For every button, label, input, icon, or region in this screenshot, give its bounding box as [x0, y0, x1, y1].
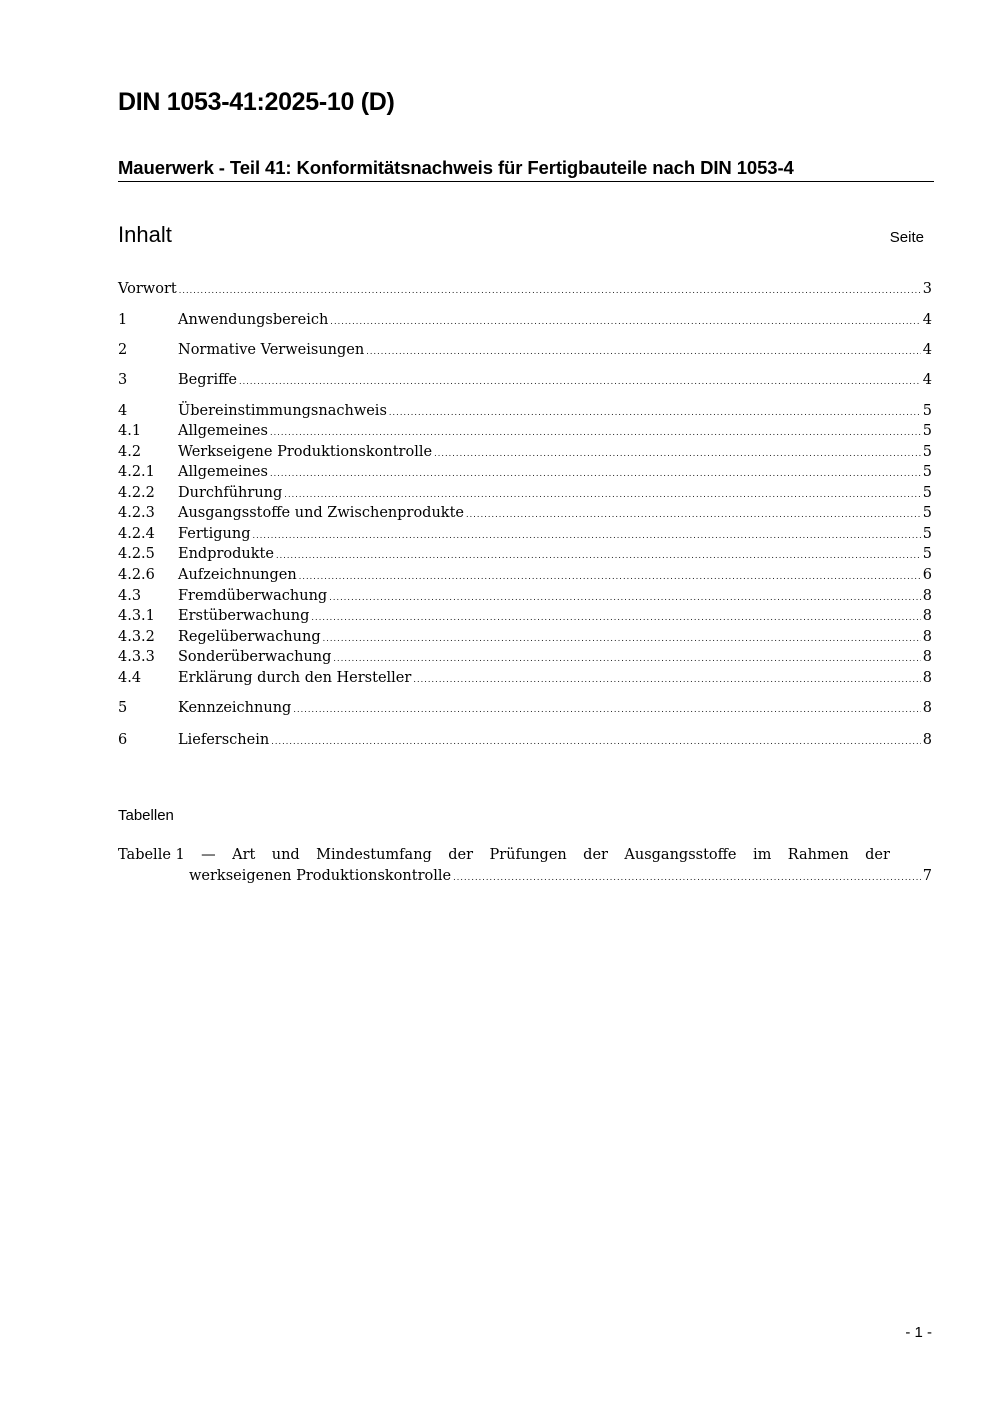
toc-entry-label: Werkseigene Produktionskontrolle — [178, 444, 433, 460]
toc-entry[interactable] — [118, 586, 932, 606]
toc-entry-label: Übereinstimmungsnachweis — [178, 403, 387, 419]
toc-entry-page: 8 — [922, 629, 932, 645]
toc-entry[interactable] — [118, 370, 932, 390]
toc-entry-label: Lieferschein — [178, 732, 270, 748]
toc-entry-page: 8 — [922, 649, 932, 665]
toc-entry[interactable] — [118, 565, 932, 585]
toc-entry-page: 3 — [922, 281, 932, 297]
leader-dots — [311, 608, 920, 628]
toc-entry[interactable] — [118, 310, 932, 330]
toc-entry[interactable] — [118, 442, 932, 462]
toc-entry-number: 4.4 — [118, 670, 142, 686]
table-list-entry[interactable] — [118, 845, 932, 888]
toc-entry-page: 8 — [922, 732, 932, 748]
table-entry-page: 7 — [922, 868, 932, 884]
toc-entry-label: Regelüberwachung — [178, 629, 321, 645]
leader-dots — [271, 732, 921, 752]
table-entry-word: und — [271, 847, 300, 863]
toc-entry[interactable] — [118, 483, 932, 503]
toc-entry-number: 6 — [118, 732, 128, 748]
footer-page-number: - 1 - — [905, 1324, 932, 1341]
toc-entry-number: 4.2.1 — [118, 464, 155, 480]
toc-entry-label: Anwendungsbereich — [178, 312, 329, 328]
toc-entry[interactable] — [118, 627, 932, 647]
toc-entry-page: 8 — [922, 588, 932, 604]
leader-dots — [389, 403, 921, 423]
toc-entry-number: 4.3.1 — [118, 608, 155, 624]
toc-entry-page: 5 — [922, 505, 932, 521]
leader-dots — [284, 485, 920, 505]
toc-entry[interactable] — [118, 524, 932, 544]
toc-entry[interactable] — [118, 279, 932, 299]
toc-entry-label: Aufzeichnungen — [178, 567, 297, 583]
toc-entry[interactable] — [118, 462, 932, 482]
table-entry-caption-line — [118, 845, 890, 866]
leader-dots — [270, 423, 921, 443]
leader-dots — [239, 372, 921, 392]
toc-entry-label: Allgemeines — [178, 464, 268, 480]
table-entry-word: Art — [232, 847, 256, 863]
leader-dots — [434, 444, 921, 464]
leader-dots — [330, 312, 920, 332]
leader-dots — [179, 281, 921, 301]
leader-dots — [466, 505, 921, 525]
toc-entry-label: Ausgangsstoffe und Zwischenprodukte — [178, 505, 464, 521]
table-entry-word: Tabelle 1 — [118, 847, 185, 863]
toc-entry-label: Allgemeines — [178, 423, 268, 439]
toc-entry-number: 4.2 — [118, 444, 142, 460]
table-entry-word: der — [583, 847, 608, 863]
toc-entry-page: 8 — [922, 700, 932, 716]
table-entry-label-cont: werkseigenen Produktionskontrolle — [189, 868, 452, 884]
toc-entry-label: Erstüberwachung — [178, 608, 310, 624]
document-title: Mauerwerk - Teil 41: Konformitätsnachweis für Fertigbauteile nach DIN 1053-4 — [118, 157, 934, 182]
toc-entry-page: 5 — [922, 403, 932, 419]
leader-dots — [333, 649, 920, 669]
toc-entry-label: Kennzeichnung — [178, 700, 292, 716]
table-entry-continuation-line — [118, 866, 932, 888]
leader-dots — [253, 526, 921, 546]
toc-entry[interactable] — [118, 668, 932, 688]
toc-entry-page: 5 — [922, 485, 932, 501]
toc-entry-label: Fremdüberwachung — [178, 588, 328, 604]
leader-dots — [293, 700, 920, 720]
toc-entry-number: 2 — [118, 342, 128, 358]
toc-entry-page: 4 — [922, 342, 932, 358]
toc-entry-label: Endprodukte — [178, 546, 274, 562]
toc-entry-number: 4.3.2 — [118, 629, 155, 645]
leader-dots — [299, 567, 921, 587]
toc-entry-number: 5 — [118, 700, 128, 716]
leader-dots — [276, 546, 921, 566]
leader-dots — [413, 670, 920, 690]
toc-entry[interactable] — [118, 340, 932, 360]
toc-entry[interactable] — [118, 421, 932, 441]
toc-entry[interactable] — [118, 401, 932, 421]
table-entry-word: der — [448, 847, 474, 863]
table-entry-word: Prüfungen — [489, 847, 567, 863]
toc-entry-number: 4.3.3 — [118, 649, 155, 665]
toc-entry-label: Normative Verweisungen — [178, 342, 365, 358]
toc-entry-number: 4.2.2 — [118, 485, 155, 501]
tables-heading: Tabellen — [118, 807, 174, 824]
table-entry-word: der — [865, 847, 890, 863]
toc-entry-number: 4.2.3 — [118, 505, 155, 521]
toc-heading: Inhalt — [118, 222, 172, 247]
toc-entry-number: 4 — [118, 403, 128, 419]
toc-entry-number: 4.2.4 — [118, 526, 155, 542]
toc-entry-label: Sonderüberwachung — [178, 649, 332, 665]
toc-entry-page: 5 — [922, 423, 932, 439]
toc-entry[interactable] — [118, 730, 932, 750]
toc-entry-number: 4.2.5 — [118, 546, 155, 562]
leader-dots — [453, 867, 921, 888]
leader-dots — [366, 342, 921, 362]
toc-entry-page: 5 — [922, 444, 932, 460]
table-entry-word: — — [201, 847, 216, 863]
toc-entry-label: Durchführung — [178, 485, 283, 501]
table-entry-word: Rahmen — [787, 847, 849, 863]
toc-entry[interactable] — [118, 606, 932, 626]
toc-entry-label: Fertigung — [178, 526, 251, 542]
toc-entry-label: Vorwort — [118, 281, 177, 297]
table-entry-word: Mindestumfang — [316, 847, 432, 863]
toc-entry[interactable] — [118, 503, 932, 523]
toc-entry-page: 4 — [922, 312, 932, 328]
toc-entry-label: Erklärung durch den Hersteller — [178, 670, 412, 686]
page-column-label: Seite — [889, 229, 924, 246]
table-entry-word: Ausgangsstoffe — [624, 847, 737, 863]
toc-entry-page: 4 — [922, 372, 932, 388]
toc-entry-number: 4.2.6 — [118, 567, 155, 583]
toc-entry-page: 8 — [922, 670, 932, 686]
toc-entry-number: 4.3 — [118, 588, 142, 604]
leader-dots — [329, 588, 921, 608]
toc-entry-page: 6 — [922, 567, 932, 583]
leader-dots — [270, 464, 921, 484]
toc-entry-page: 5 — [922, 464, 932, 480]
toc-entry[interactable] — [118, 544, 932, 564]
table-entry-word: im — [752, 847, 772, 863]
leader-dots — [323, 629, 921, 649]
toc-entry-label: Begriffe — [178, 372, 237, 388]
document-id: DIN 1053-41:2025-10 (D) — [118, 88, 395, 116]
toc-entry-number: 1 — [118, 312, 128, 328]
toc-entry[interactable] — [118, 698, 932, 718]
toc-entry-page: 5 — [922, 546, 932, 562]
toc-entry[interactable] — [118, 647, 932, 667]
toc-entry-number: 4.1 — [118, 423, 142, 439]
toc-entry-page: 5 — [922, 526, 932, 542]
toc-entry-page: 8 — [922, 608, 932, 624]
toc-entry-number: 3 — [118, 372, 128, 388]
